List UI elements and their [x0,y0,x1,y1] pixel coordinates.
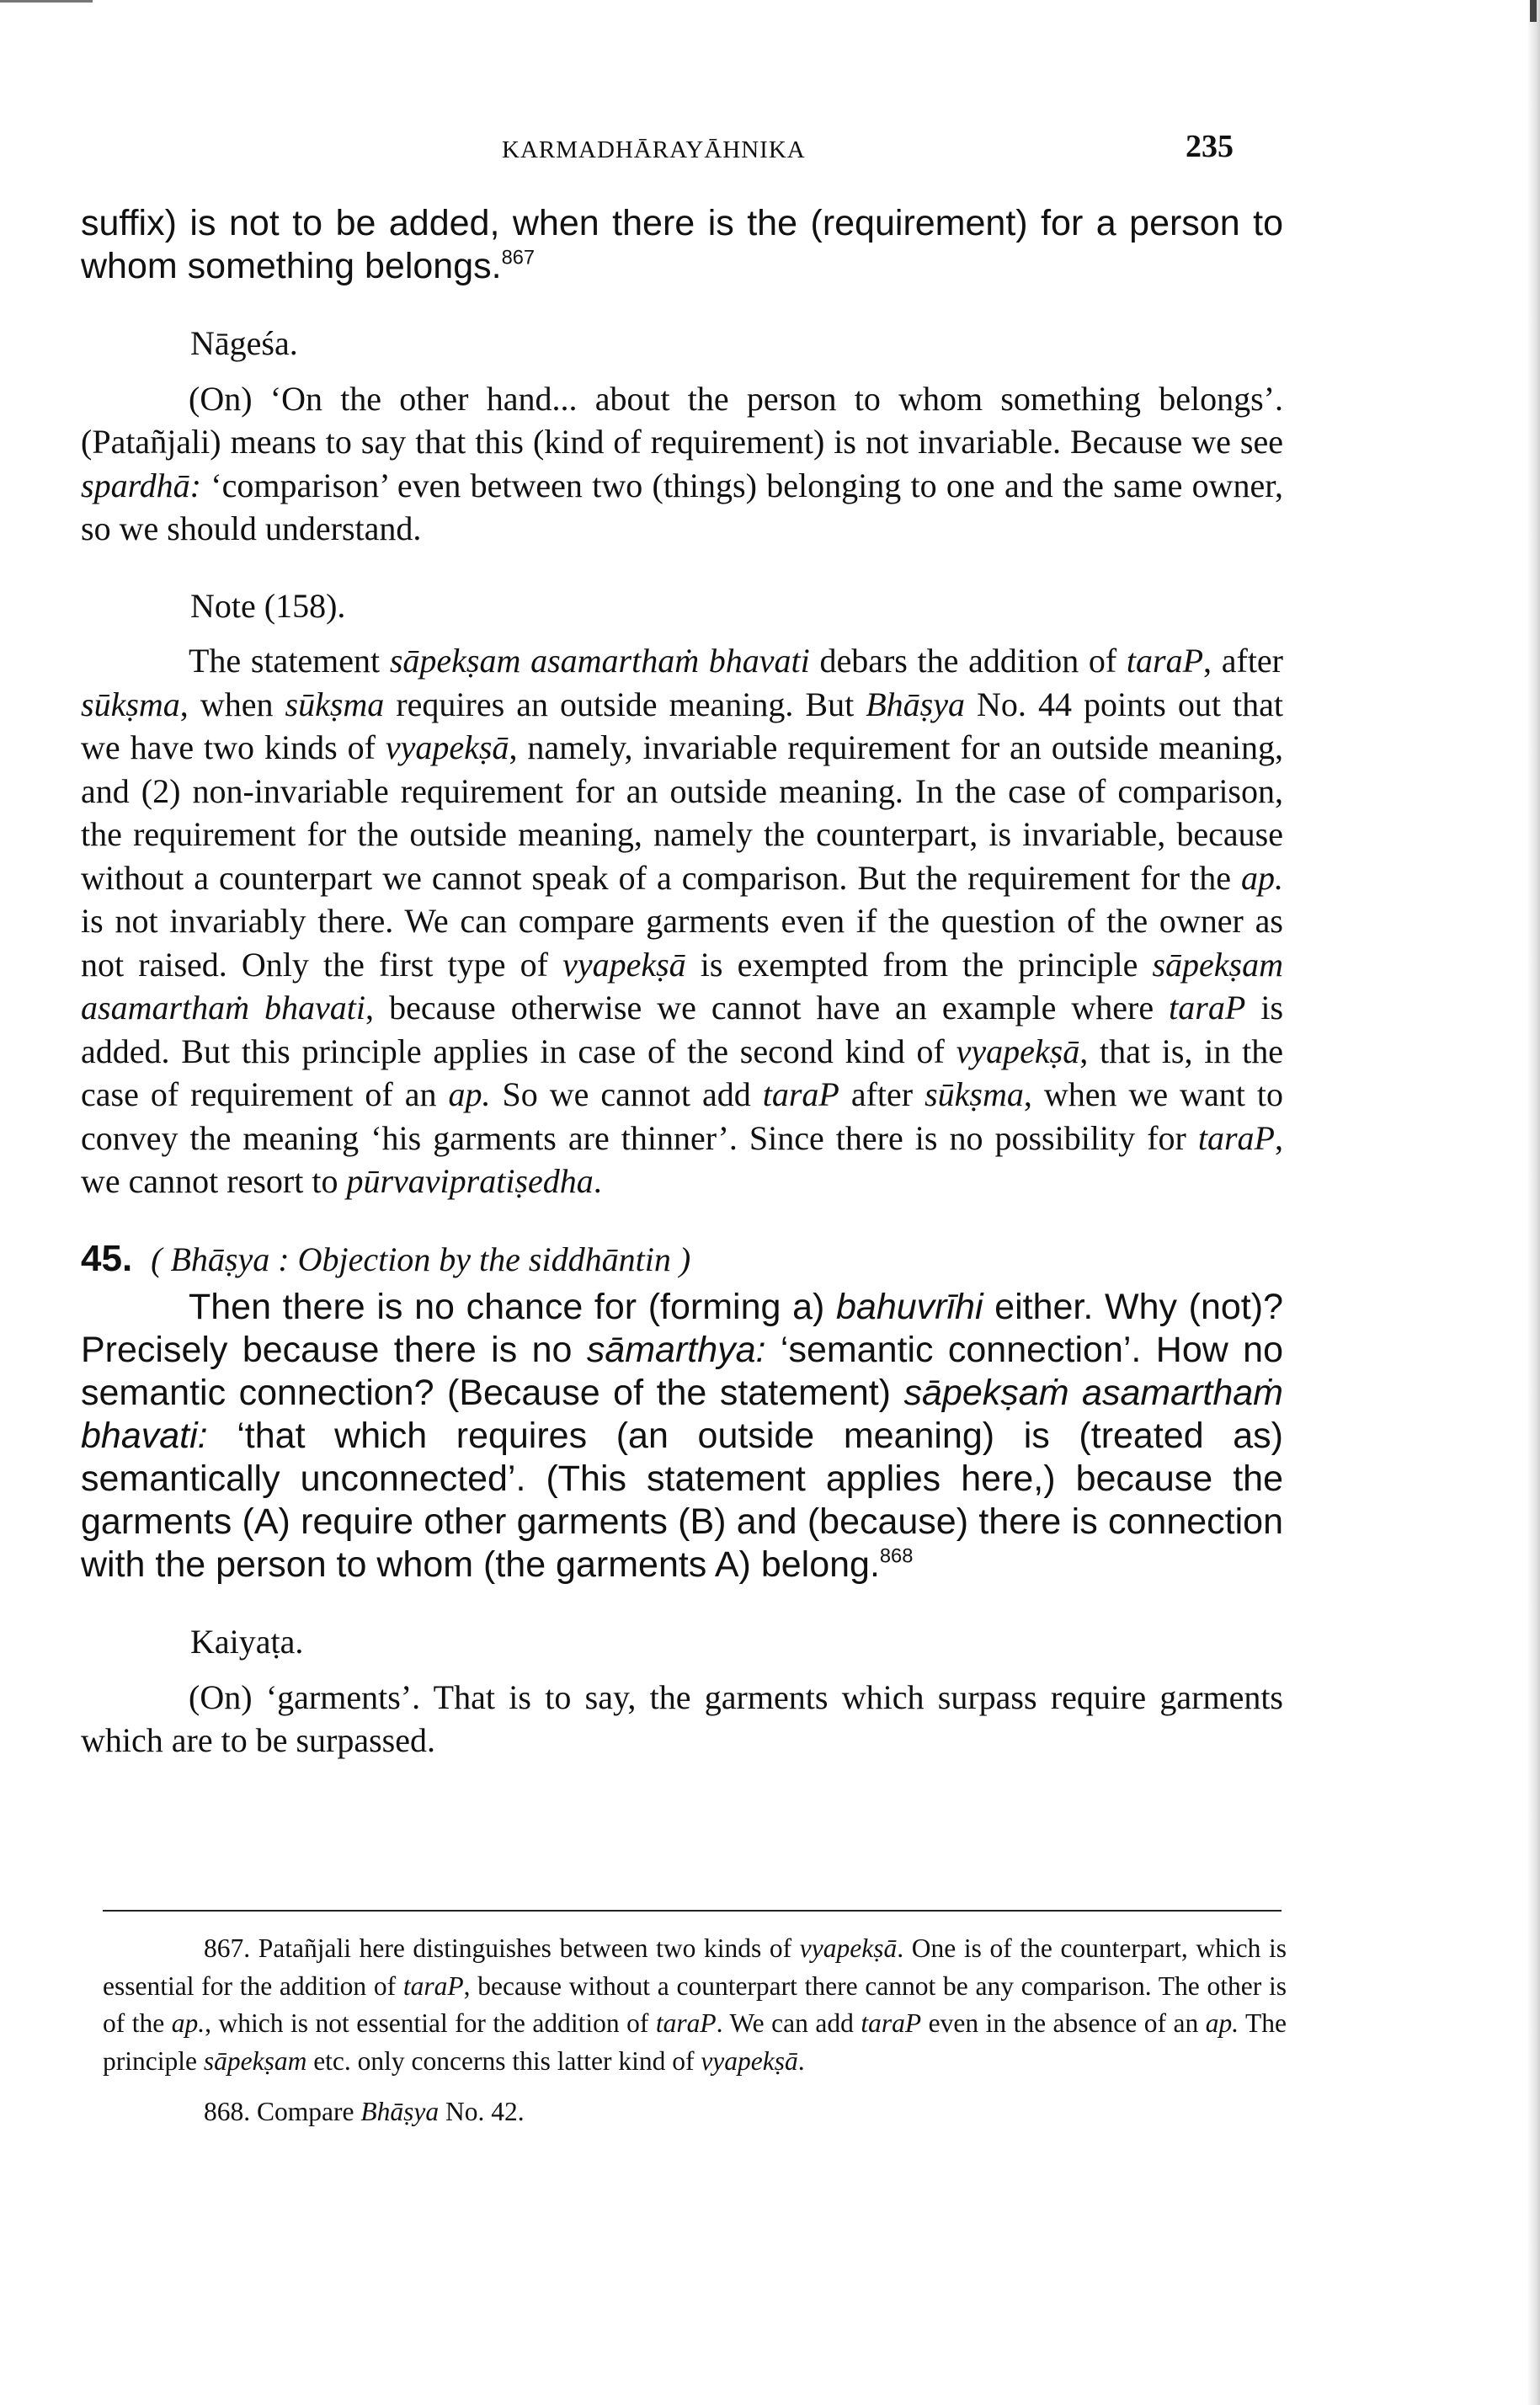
sanskrit-term: Bhāṣya [866,685,965,723]
note-label: Note (158). [190,586,346,625]
text-run: (On) ‘On the other hand... about the person to whom something belongs’. (Patañjali) means to say that this (kind of requirement) is not invariable. Because we see [81,379,1283,461]
section-45-heading [81,1237,1283,1282]
text-run: 867. Patañjali here distinguishes between two kinds of [204,1933,800,1963]
text-run: The statement [189,642,390,680]
text-run: The principle [103,2008,1287,2076]
text-run: , that is, in the case of requirement of an [81,1032,1283,1113]
text-run: ‘that which requires (an outside meaning) is (treated as) semantically unconnected’. (This statement applies here,) because the garments (A) require other garments (B) and (because) there is connection with the person to whom (the garments A) belong. [81,1416,1283,1585]
sanskrit-term: Bhāṣya [360,2097,440,2126]
sanskrit-term: sāmarthya: [586,1330,766,1370]
intro-text: suffix) is not to be added, when there is the (requirement) for a person to whom something belongs. [81,203,1283,286]
sanskrit-term: bahuvrīhi [836,1287,983,1327]
text-run: , when [179,685,285,723]
text-run: ‘comparison’ even between two (things) belonging to one and the same owner, so we should understand. [81,466,1283,547]
text-run: No. 44 points out that we have two kinds of [81,685,1284,766]
nagesa-label: Nāgeśa. [190,324,298,362]
text-run: 868. Compare [204,2097,361,2126]
sanskrit-term: pūrvavipratiṣedha [346,1162,594,1200]
text-run: either. Why (not)? Precisely because there is no [81,1287,1283,1370]
text-run: ‘semantic connection’. How no semantic connection? (Because of the statement) [81,1330,1283,1413]
sanskrit-term: ap. [448,1075,491,1113]
note-paragraph [81,639,1283,1203]
footnote-867 [103,1930,1287,2080]
sanskrit-term: sāpekṣam asamarthaṁ bhavati [81,945,1283,1027]
page-body [81,202,1283,1762]
sanskrit-term: sāpekṣaṁ asamarthaṁ bhavati: [81,1373,1284,1456]
sanskrit-term: ap. [171,2008,205,2038]
footnote-ref-868: 868 [879,1545,914,1568]
footnote-rule [103,1910,1282,1912]
text-run: , when we want to convey the meaning ‘his garments are thinner’. Since there is no possibility for [81,1075,1284,1157]
section-45-paragraph [81,1286,1283,1586]
text-run: requires an outside meaning. But [384,685,866,723]
sanskrit-term: sāpekṣam asamarthaṁ bhavati [389,642,810,680]
sanskrit-term: sāpekṣam [203,2045,307,2076]
text-run: . [797,2045,805,2076]
sanskrit-term: taraP [861,2008,922,2038]
text-run: So we cannot add [490,1075,763,1113]
text-run: , because otherwise we cannot have an example where [365,989,1170,1027]
section-number: 45. [81,1237,133,1279]
text-run: , namely, invariable requirement for an outside meaning, and (2) non-invariable requirement for an outside meaning. In the case of comparison, the requirement for the outside meaning, namely the counterpart, is invariable, because without a counterpart we cannot speak of a comparison. But the requirement for the [81,728,1283,897]
text-run: , which is not essential for the addition of [205,2008,656,2038]
sanskrit-term: taraP [1126,642,1204,680]
text-run: Then there is no chance for (forming a) [189,1287,837,1327]
sanskrit-term: taraP [1197,1118,1275,1157]
sanskrit-term: sūkṣma [285,685,385,723]
sanskrit-term: vyapekṣā [562,945,686,984]
text-run: etc. only concerns this latter kind of [306,2045,701,2076]
sanskrit-term: taraP [402,1970,464,2001]
section-title: ( Bhāṣya : Objection by the siddhāntin ) [151,1240,691,1278]
text-run: is not invariably there. We can compare garments even if the question of the owner as not raised. Only the first type of [81,902,1283,984]
footnotes [103,1910,1287,2145]
sanskrit-term: taraP [655,2008,717,2038]
sanskrit-term: taraP [1169,989,1246,1027]
text-run: is added. But this principle applies in case of the second kind of [81,989,1284,1070]
sanskrit-term: taraP [762,1075,839,1113]
kaiyata-paragraph: (On) ‘garments’. That is to say, the garments which surpass require garments which are to be surpassed. [81,1677,1283,1759]
kaiyata-label: Kaiyaṭa. [190,1623,304,1661]
sanskrit-term: vyapekṣā [701,2045,798,2076]
text-run: even in the absence of an [921,2008,1206,2038]
text-run: . We can add [716,2008,861,2038]
sanskrit-term: ap. [1205,2008,1239,2038]
intro-paragraph [81,202,1283,288]
text-run: , we cannot resort to [81,1118,1283,1200]
footnote-868 [103,2093,1287,2131]
footnote-ref-867: 867 [501,247,536,269]
text-run: , because without a counterpart there cannot be any comparison. The other is of the [103,1970,1287,2038]
page-header [0,125,1540,175]
sanskrit-term: sūkṣma [925,1075,1024,1113]
page-number: 235 [1186,129,1234,164]
text-run: debars the addition of [809,642,1127,680]
sanskrit-term: vyapekṣā [956,1032,1080,1070]
text-run: , after [1203,642,1284,680]
running-head: KARMADHĀRAYĀHNIKA [502,136,806,163]
sanskrit-term: ap. [1241,858,1283,897]
nagesa-paragraph [81,377,1283,551]
text-run: after [839,1075,925,1113]
sanskrit-term: vyapekṣā [385,728,509,766]
sanskrit-term: sūkṣma [81,685,180,723]
text-run: . One is of the counterpart, which is essential for the addition of [103,1933,1287,2001]
sanskrit-term: spardhā: [81,466,201,504]
text-run: is exempted from the principle [685,945,1153,984]
text-run: No. 42. [439,2097,525,2126]
sanskrit-term: vyapekṣā [799,1933,898,1963]
text-run: . [593,1162,602,1200]
